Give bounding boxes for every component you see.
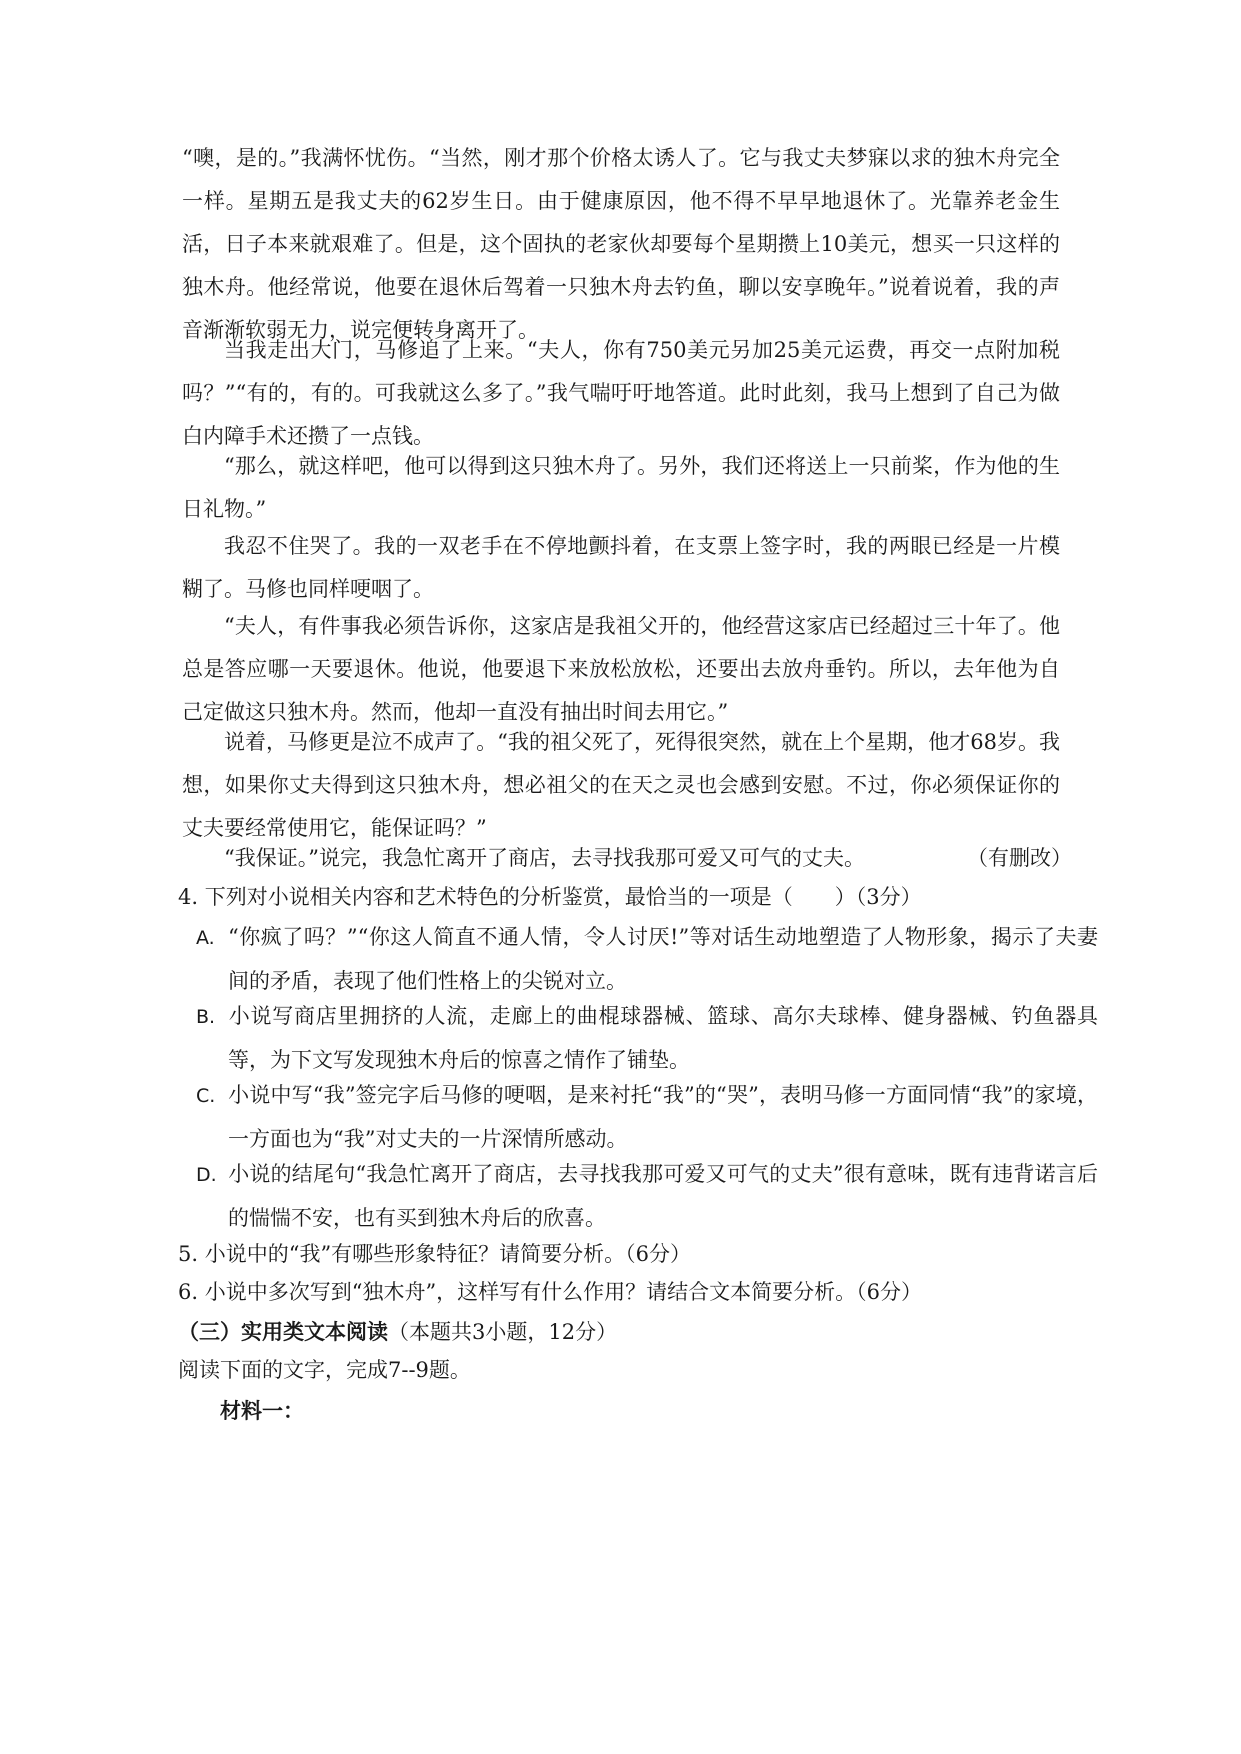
story-paragraph-5: “夫人，有件事我必须告诉你，这家店是我祖父开的，他经营这家店已经超过三十年了。他总是答应哪一天要退休。他说，他要退下来放松放松，还要出去放舟垂钓。所以，去年他为自己定做这只独木舟。然而，他却一直没有抽出时间去用它。” <box>182 614 1060 724</box>
option-letter: B. <box>196 1006 216 1028</box>
option-a <box>196 916 1098 1003</box>
section-3-heading: （三）实用类文本阅读 <box>178 1319 388 1344</box>
option-letter: A. <box>196 927 215 949</box>
option-letter: C. <box>196 1085 216 1107</box>
section-3-instruction: 阅读下面的文字，完成7--9题。 <box>178 1358 471 1382</box>
section-3-subheading: （本题共3小题，12分） <box>388 1320 618 1344</box>
question-4: 4. 下列对小说相关内容和艺术特色的分析鉴赏，最恰当的一项是（ ）（3分） <box>178 885 922 909</box>
story-ending: “我保证。”说完，我急忙离开了商店，去寻找我那可爱又可气的丈夫。 <box>224 846 865 870</box>
option-text: 小说的结尾句“我急忙离开了商店，去寻找我那可爱又可气的丈夫”很有意味，既有违背诺言后的惴惴不安，也有买到独木舟后的欣喜。 <box>228 1162 1098 1230</box>
option-text: 小说中写“我”签完字后马修的哽咽，是来衬托“我”的“哭”，表明马修一方面同情“我”的家境，一方面也为“我”对丈夫的一片深情所感动。 <box>228 1083 1098 1151</box>
option-text: 小说写商店里拥挤的人流，走廊上的曲棍球器械、篮球、高尔夫球棒、健身器械、钓鱼器具等，为下文写发现独木舟后的惊喜之情作了铺垫。 <box>228 1004 1098 1072</box>
option-b <box>196 995 1098 1082</box>
section-3-title <box>178 1310 617 1354</box>
material-1-label: 材料一： <box>220 1398 304 1423</box>
story-paragraph-2: 当我走出大门，马修追了上来。“夫人，你有750美元另加25美元运费，再交一点附加税吗？”“有的，有的。可我就这么多了。”我气喘吁吁地答道。此时此刻，我马上想到了自己为做白内障手术还攒了一点钱。 <box>182 338 1060 448</box>
option-c <box>196 1074 1098 1161</box>
story-paragraph-6: 说着，马修更是泣不成声了。“我的祖父死了，死得很突然，就在上个星期，他才68岁。我想，如果你丈夫得到这只独木舟，想必祖父的在天之灵也会感到安慰。不过，你必须保证你的丈夫要经常使用它，能保证吗？” <box>182 730 1060 840</box>
question-6: 6. 小说中多次写到“独木舟”，这样写有什么作用？请结合文本简要分析。（6分） <box>178 1280 923 1304</box>
story-paragraph-1: “噢，是的。”我满怀忧伤。“当然，刚才那个价格太诱人了。它与我丈夫梦寐以求的独木舟完全一样。星期五是我丈夫的62岁生日。由于健康原因，他不得不早早地退休了。光靠养老金生活，日子本来就艰难了。但是，这个固执的老家伙却要每个星期攒上10美元，想买一只这样的独木舟。他经常说，他要在退休后驾着一只独木舟去钓鱼，聊以安享晚年。”说着说着，我的声音渐渐软弱无力，说完便转身离开了。 <box>182 146 1060 342</box>
option-d <box>196 1153 1098 1240</box>
option-letter: D. <box>196 1164 217 1186</box>
story-paragraph-4: 我忍不住哭了。我的一双老手在不停地颤抖着，在支票上签字时，我的两眼已经是一片模糊了。马修也同样哽咽了。 <box>182 534 1060 601</box>
story-paragraph-3: “那么，就这样吧，他可以得到这只独木舟了。另外，我们还将送上一只前桨，作为他的生日礼物。” <box>182 454 1060 521</box>
story-paragraph-7 <box>182 837 1072 880</box>
edit-note: （有删改） <box>967 846 1072 870</box>
question-5: 5. 小说中的“我”有哪些形象特征？请简要分析。（6分） <box>178 1242 692 1266</box>
option-text: “你疯了吗？”“你这人简直不通人情，令人讨厌!”等对话生动地塑造了人物形象，揭示了夫妻间的矛盾，表现了他们性格上的尖锐对立。 <box>228 925 1098 993</box>
